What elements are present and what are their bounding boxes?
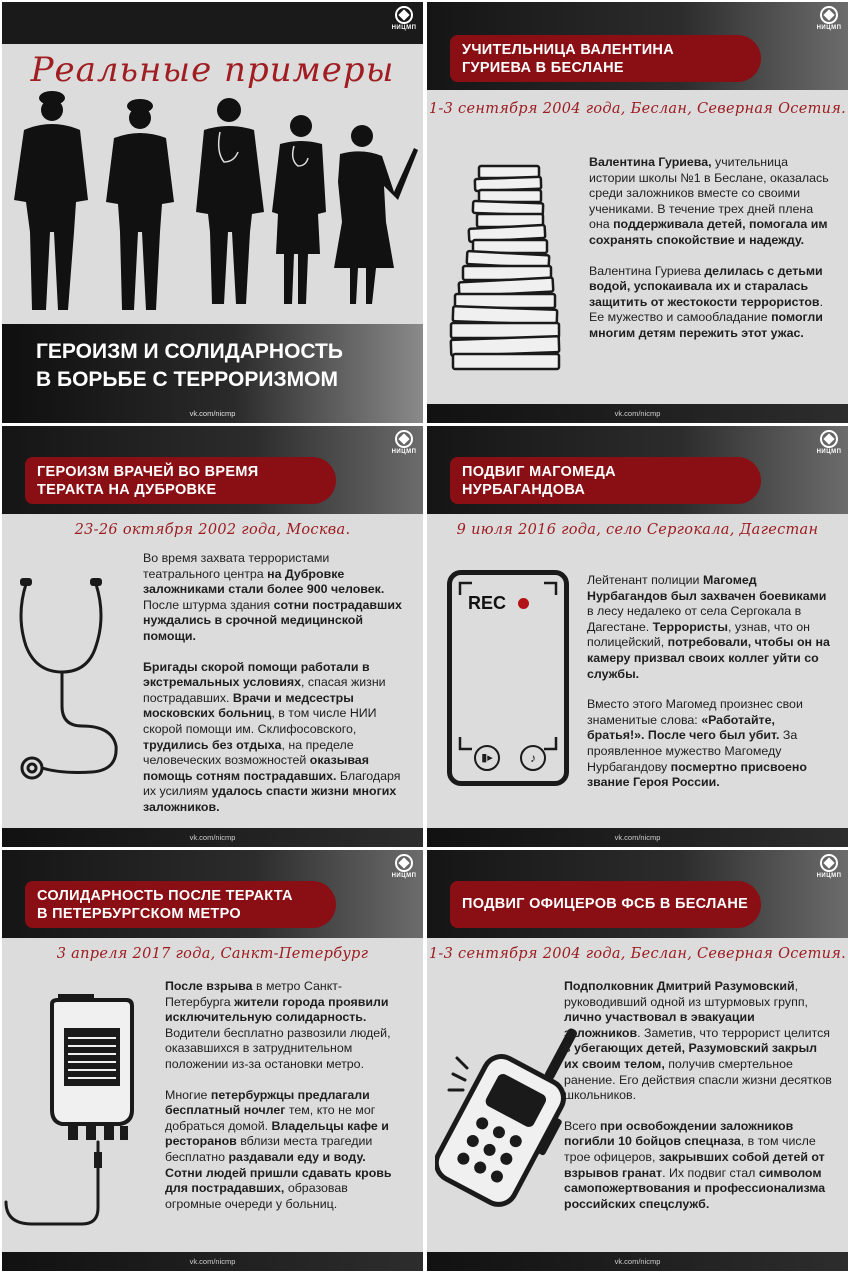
- card-footer: vk.com/nicmp: [427, 828, 848, 847]
- card-paragraph-1: [589, 155, 831, 249]
- emphasis-text: После взрыва: [165, 979, 253, 993]
- card-title-line2: ГУРИЕВА В БЕСЛАНЕ: [462, 60, 624, 76]
- rec-label: REC: [468, 593, 507, 613]
- card-footer: vk.com/nicmp: [2, 828, 423, 847]
- emphasis-text: удалось спасти жизни многих заложников.: [143, 784, 397, 814]
- logo-icon: [395, 6, 413, 24]
- body-text: получив смертельное ранение. Его действия спасли жизни десятков школьников.: [564, 1056, 832, 1103]
- body-text: После штурма здания: [143, 597, 274, 612]
- body-text: вблизи места трагедии бесплатно: [165, 1134, 373, 1164]
- emphasis-text: петербуржцы предлагали бесплатный ночлег: [165, 1087, 370, 1118]
- card-body: [165, 979, 405, 1227]
- card-date: 3 апреля 2017 года, Санкт-Петербург: [56, 946, 369, 962]
- microphone-icon[interactable]: ♪: [520, 745, 546, 771]
- card-paragraph-1: [143, 551, 405, 645]
- card-footer: vk.com/nicmp: [2, 1252, 423, 1271]
- card-title-line2: ТЕРАКТА НА ДУБРОВКЕ: [37, 482, 217, 498]
- emphasis-text: трудились без отдыха: [143, 737, 282, 752]
- card-paragraph-1: [165, 979, 405, 1073]
- card-title-line1: ПОДВИГ ОФИЦЕРОВ ФСБ В БЕСЛАНЕ: [462, 896, 749, 912]
- logo-icon: [395, 854, 413, 872]
- card-footer: vk.com/nicmp: [427, 404, 848, 423]
- card-title: [450, 35, 761, 82]
- card-date: 1-3 сентября 2004 года, Беслан, Северная Осетия.: [428, 101, 847, 117]
- cover-title: [36, 338, 343, 394]
- card-body: [143, 551, 405, 831]
- emphasis-text: «Работайте, братья!». После чего был убит.: [587, 712, 780, 743]
- body-text: Всего: [564, 1118, 600, 1133]
- emphasis-text: Бригады скорой помощи работали в экстремальных условиях: [143, 659, 370, 690]
- emphasis-text: Валентина Гуриева,: [589, 155, 712, 169]
- nicmp-logo: [389, 6, 419, 38]
- emphasis-text: поддерживала детей, помогала им сохранять спокойствие и надежду.: [589, 217, 828, 247]
- body-text: Валентина Гуриева: [589, 263, 705, 278]
- emphasis-text: раздавали еду и воду. Сотни людей пришли сдавать кровь для пострадавших,: [165, 1149, 392, 1196]
- card-title: [450, 457, 761, 504]
- logo-icon: [395, 430, 413, 448]
- card-title-line2: В ПЕТЕРБУРГСКОМ МЕТРО: [37, 906, 241, 922]
- card-paragraph-2: [587, 697, 833, 791]
- card-fsb: [427, 850, 848, 1271]
- card-paragraph-2: [165, 1088, 405, 1213]
- logo-icon: [820, 6, 838, 24]
- emphasis-text: Магомед Нурбагандов был захвачен боевиками: [587, 573, 827, 603]
- body-text: , на пределе человеческих возможностей: [143, 737, 354, 768]
- body-text: Многие: [165, 1087, 211, 1102]
- emphasis-text: Владельцы кафе и ресторанов: [165, 1118, 389, 1149]
- card-title: [450, 881, 761, 928]
- emphasis-text: закрывших собой детей от взрывов гранат: [564, 1149, 825, 1180]
- card-nurbagandov: [427, 426, 848, 847]
- stethoscope-icon: [12, 576, 142, 786]
- emphasis-text: сотни пострадавших нуждались в срочной медицинской помощи.: [143, 597, 402, 643]
- logo-text: НИЦМП: [391, 25, 417, 31]
- emphasis-text: делилась с детьми водой, успокаивала их и старалась защитить от жестокости террористов: [589, 263, 823, 309]
- nicmp-logo: [389, 430, 419, 462]
- card-date: 23-26 октября 2002 года, Москва.: [74, 522, 351, 538]
- logo-text: НИЦМП: [391, 449, 417, 455]
- card-paragraph-2: [564, 1119, 834, 1213]
- card-metro: [2, 850, 423, 1271]
- card-footer: vk.com/nicmp: [427, 1252, 848, 1271]
- body-text: Вместо этого Магомед произнес свои знаменитые слова:: [587, 697, 803, 727]
- body-text: Благодаря их усилиям: [143, 768, 401, 799]
- card-body: [589, 155, 831, 357]
- body-text: в лесу недалеко от села Сергокала в Дагестане.: [587, 604, 802, 634]
- nicmp-logo: [389, 854, 419, 886]
- nicmp-logo: [814, 6, 844, 38]
- video-camera-icon[interactable]: ▮▸: [474, 745, 500, 771]
- emphasis-text: Врачи и медсестры московских больниц: [143, 690, 354, 721]
- blood-bag-icon: [2, 992, 152, 1232]
- emphasis-text: Террористы: [652, 619, 728, 634]
- body-text: , узнав, что он полицейский,: [587, 619, 810, 650]
- card-paragraph-1: [587, 573, 833, 682]
- emphasis-text: посмертно присвоено звание Героя России.: [587, 759, 807, 790]
- card-paragraph-2: [143, 660, 405, 816]
- body-text: . Их подвиг стал: [662, 1165, 759, 1180]
- card-title-line1: ГЕРОИЗМ ВРАЧЕЙ ВО ВРЕМЯ: [37, 464, 259, 480]
- body-text: Водители бесплатно развозили людей, оказавшихся в затруднительном положении из-за остановки метро.: [165, 1025, 391, 1071]
- body-text: Лейтенант полиции: [587, 573, 703, 587]
- card-paragraph-2: [589, 264, 831, 342]
- body-text: учительница истории школы №1 в Беслане, оказалась среди заложников вместе со своими учениками. В течение трех дней плена она: [589, 155, 829, 232]
- emphasis-text: символом самопожертвования и профессионализма российских спецслужб.: [564, 1165, 826, 1211]
- body-text: Во время захвата террористами театрального центра: [143, 551, 330, 581]
- card-paragraph-1: [564, 979, 834, 1104]
- logo-text: НИЦМП: [816, 449, 842, 455]
- body-text: , руководивший одной из штурмовых групп,: [564, 979, 808, 1009]
- logo-text: НИЦМП: [816, 25, 842, 31]
- books-stack-icon: [445, 162, 565, 372]
- card-body: [587, 573, 833, 806]
- cover-title-line1: ГЕРОИЗМ И СОЛИДАРНОСТЬ: [36, 340, 343, 363]
- card-body: [564, 979, 834, 1227]
- nicmp-logo: [814, 430, 844, 462]
- body-text: , в том числе НИИ скорой помощи им. Склифосовского,: [143, 706, 377, 736]
- body-text: , спасая жизни пострадавших.: [143, 675, 386, 705]
- cover-card: [2, 2, 423, 423]
- emphasis-text: потребовали, чтобы он на камеру призвал своих коллег уйти со службы.: [587, 635, 830, 681]
- emphasis-text: Подполковник Дмитрий Разумовский: [564, 979, 795, 993]
- card-title-line1: ПОДВИГ МАГОМЕДА: [462, 464, 616, 480]
- emphasis-text: оказывая помощь сотням пострадавших.: [143, 753, 369, 783]
- emphasis-text: при освобождении заложников погибли 10 бойцов спецназа: [564, 1118, 794, 1149]
- body-text: в метро Санкт-Петербурга: [165, 979, 343, 1009]
- logo-text: НИЦМП: [816, 873, 842, 879]
- card-title: [25, 457, 336, 504]
- emphasis-text: лично участвовал в эвакуации заложников: [564, 1010, 755, 1040]
- cover-script-title: Реальные примеры: [30, 50, 395, 90]
- card-title-line2: НУРБАГАНДОВА: [462, 482, 586, 498]
- rec-dot-icon: [518, 598, 529, 609]
- card-dubrovka: [2, 426, 423, 847]
- walkie-talkie-icon: [435, 1010, 585, 1210]
- body-text: За проявленное мужество Магомеду Нурбагандову: [587, 728, 798, 774]
- card-date: 1-3 сентября 2004 года, Беслан, Северная Осетия.: [428, 946, 847, 962]
- logo-icon: [820, 854, 838, 872]
- body-text: . Заметив, что террорист целится в: [564, 1025, 831, 1056]
- professionals-silhouettes-icon: [2, 82, 423, 322]
- card-title: [25, 881, 336, 928]
- cover-title-line2: В БОРЬБЕ С ТЕРРОРИЗМОМ: [36, 368, 338, 391]
- cover-footer: vk.com/nicmp: [189, 409, 236, 418]
- viewfinder-frame: [458, 581, 558, 775]
- emphasis-text: жители города проявили исключительную солидарность.: [165, 994, 389, 1025]
- emphasis-text: помогли многим детям пережить этот ужас.: [589, 310, 823, 340]
- logo-text: НИЦМП: [391, 873, 417, 879]
- logo-icon: [820, 430, 838, 448]
- card-title-line1: СОЛИДАРНОСТЬ ПОСЛЕ ТЕРАКТА: [37, 888, 293, 904]
- emphasis-text: убегающих детей, Разумовский закрыл их своим телом,: [564, 1041, 818, 1071]
- card-title-line1: УЧИТЕЛЬНИЦА ВАЛЕНТИНА: [462, 42, 674, 58]
- body-text: . Ее мужество и самообладание: [589, 294, 824, 325]
- body-text: тем, кто не мог добраться домой.: [165, 1103, 376, 1133]
- phone-recording-icon: [447, 570, 569, 786]
- emphasis-text: на Дубровке заложниками стали более 900 человек.: [143, 566, 385, 597]
- card-date: 9 июля 2016 года, село Сергокала, Дагестан: [456, 522, 819, 538]
- card-gurieva: [427, 2, 848, 423]
- body-text: , в том числе трое офицеров,: [564, 1134, 816, 1164]
- nicmp-logo: [814, 854, 844, 886]
- body-text: образовав огромные очереди у больниц.: [165, 1181, 348, 1211]
- cover-top-bar: [2, 2, 423, 44]
